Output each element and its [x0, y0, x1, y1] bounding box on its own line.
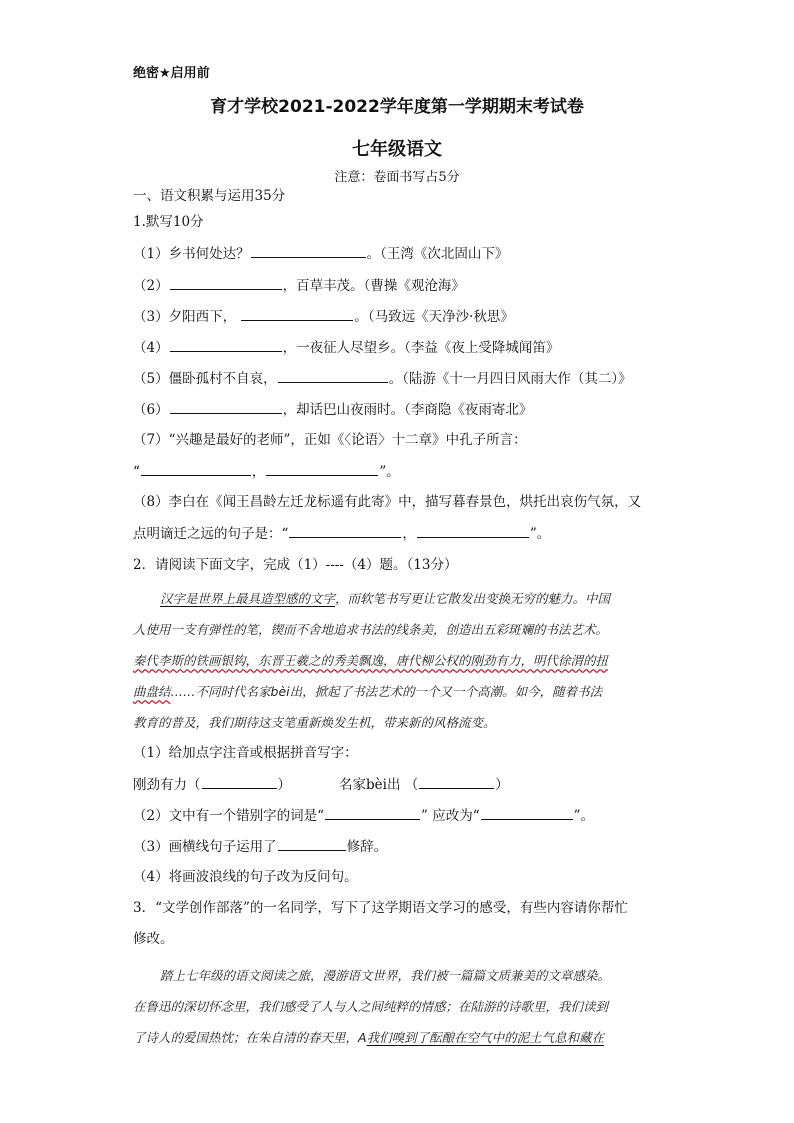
- question3-para-line-3: 了诗人的爱国热忱；在朱自清的春天里，A我们嗅到了酝酿在空气中的泥土气息和藏在: [133, 1030, 605, 1045]
- passage-line-3: 秦代李斯的铁画银钩，东晋王羲之的秀美飘逸，唐代柳公权的刚劲有力，明代徐渭的扭: [133, 653, 609, 668]
- exam-title: 育才学校2021-2022学年度第一学期期末考试卷: [210, 97, 584, 117]
- confidential-mark: 绝密★启用前: [133, 66, 210, 81]
- question3-para-line-2: 在鲁迅的深切怀念里，我们感受了人与人之间纯粹的情感；在陆游的诗歌里，我们读到: [133, 999, 609, 1014]
- dictation-item-2: （2） ，百草丰茂。（曹操《观沧海》: [133, 275, 465, 296]
- answer-blank[interactable]: [278, 836, 346, 851]
- answer-blank[interactable]: [241, 306, 353, 321]
- question3-para-line-1: 踏上七年级的语文阅读之旅，漫游语文世界，我们被一篇篇文质兼美的文章感染。: [160, 968, 611, 983]
- dictation-item-1: （1）乡书何处达？ 。（王湾《次北固山下》: [133, 243, 508, 264]
- answer-blank[interactable]: [266, 461, 378, 476]
- passage-line-4: 曲盘结……不同时代名家bèi出，掀起了书法艺术的一个又一个高潮。如今，随着书法: [133, 684, 603, 699]
- dictation-item-7-answer: “ ， ”。: [133, 461, 400, 482]
- answer-blank[interactable]: [202, 774, 277, 789]
- dictation-item-8-answer: 点明谪迁之远的句子是：“ ， ”。: [133, 523, 550, 544]
- answer-blank[interactable]: [170, 399, 282, 414]
- answer-blank[interactable]: [325, 805, 420, 820]
- answer-blank[interactable]: [278, 368, 388, 383]
- question2-sub2: （2）文中有一个错别字的词是“ ” 应改为“ ”。: [133, 805, 594, 826]
- dictation-item-5: （5）僵卧孤村不自哀， 。（陆游《十一月四日风雨大作（其二）》: [133, 368, 632, 389]
- exam-note: 注意：卷面书写占5分: [334, 170, 460, 185]
- answer-blank[interactable]: [170, 275, 282, 290]
- answer-blank[interactable]: [141, 461, 251, 476]
- answer-blank[interactable]: [289, 523, 401, 538]
- dictation-item-6: （6） ，却话巴山夜雨时。（李商隐《夜雨寄北》: [133, 399, 532, 420]
- dictation-item-8: （8）李白在《闻王昌龄左迁龙标遥有此寄》中，描写暮春景色，烘托出哀伤气氛，又: [133, 494, 642, 510]
- question1-heading: 1.默写10分: [133, 214, 204, 230]
- answer-blank[interactable]: [417, 523, 529, 538]
- answer-blank[interactable]: [170, 337, 282, 352]
- question2-sub4: （4）将画波浪线的句子改为反问句。: [133, 869, 358, 885]
- question2-heading: 2．请阅读下面文字，完成（1）----（4）题。（13分）: [133, 557, 458, 573]
- section-heading: 一、语文积累与运用35分: [133, 188, 286, 204]
- question3-line-1: 3．“文学创作部落”的一名同学，写下了这学期语文学习的感受，有些内容请你帮忙: [133, 900, 628, 916]
- question2-sub1-answers: 刚劲有力（ ） 名家bèi出 （ ）: [133, 774, 509, 795]
- question2-sub3: （3）画横线句子运用了 修辞。: [133, 836, 387, 857]
- question2-sub1: （1）给加点字注音或根据拼音写字：: [133, 745, 358, 761]
- dictation-item-3: （3）夕阳西下， 。（马致远《天净沙·秋思》: [133, 306, 514, 327]
- passage-line-5: 教育的普及，我们期待这支笔重新焕发生机，带来新的风格流变。: [133, 715, 496, 730]
- passage-line-2: 人使用一支有弹性的笔，锲而不舍地追求书法的线条美，创造出五彩斑斓的书法艺术。: [133, 622, 609, 637]
- question3-line-2: 修改。: [133, 931, 174, 947]
- dictation-item-4: （4） ，一夜征人尽望乡。（李益《夜上受降城闻笛》: [133, 337, 559, 358]
- dictation-item-7: （7）“兴趣是最好的老师”，正如《〈论语〉十二章》中孔子所言：: [133, 432, 527, 448]
- exam-subtitle: 七年级语文: [352, 139, 442, 160]
- passage-line-1: 汉字是世界上最具造型感的文字，而软笔书写更让它散发出变换无穷的魅力。中国: [160, 591, 611, 606]
- answer-blank[interactable]: [481, 805, 573, 820]
- answer-blank[interactable]: [251, 243, 366, 258]
- answer-blank[interactable]: [419, 774, 494, 789]
